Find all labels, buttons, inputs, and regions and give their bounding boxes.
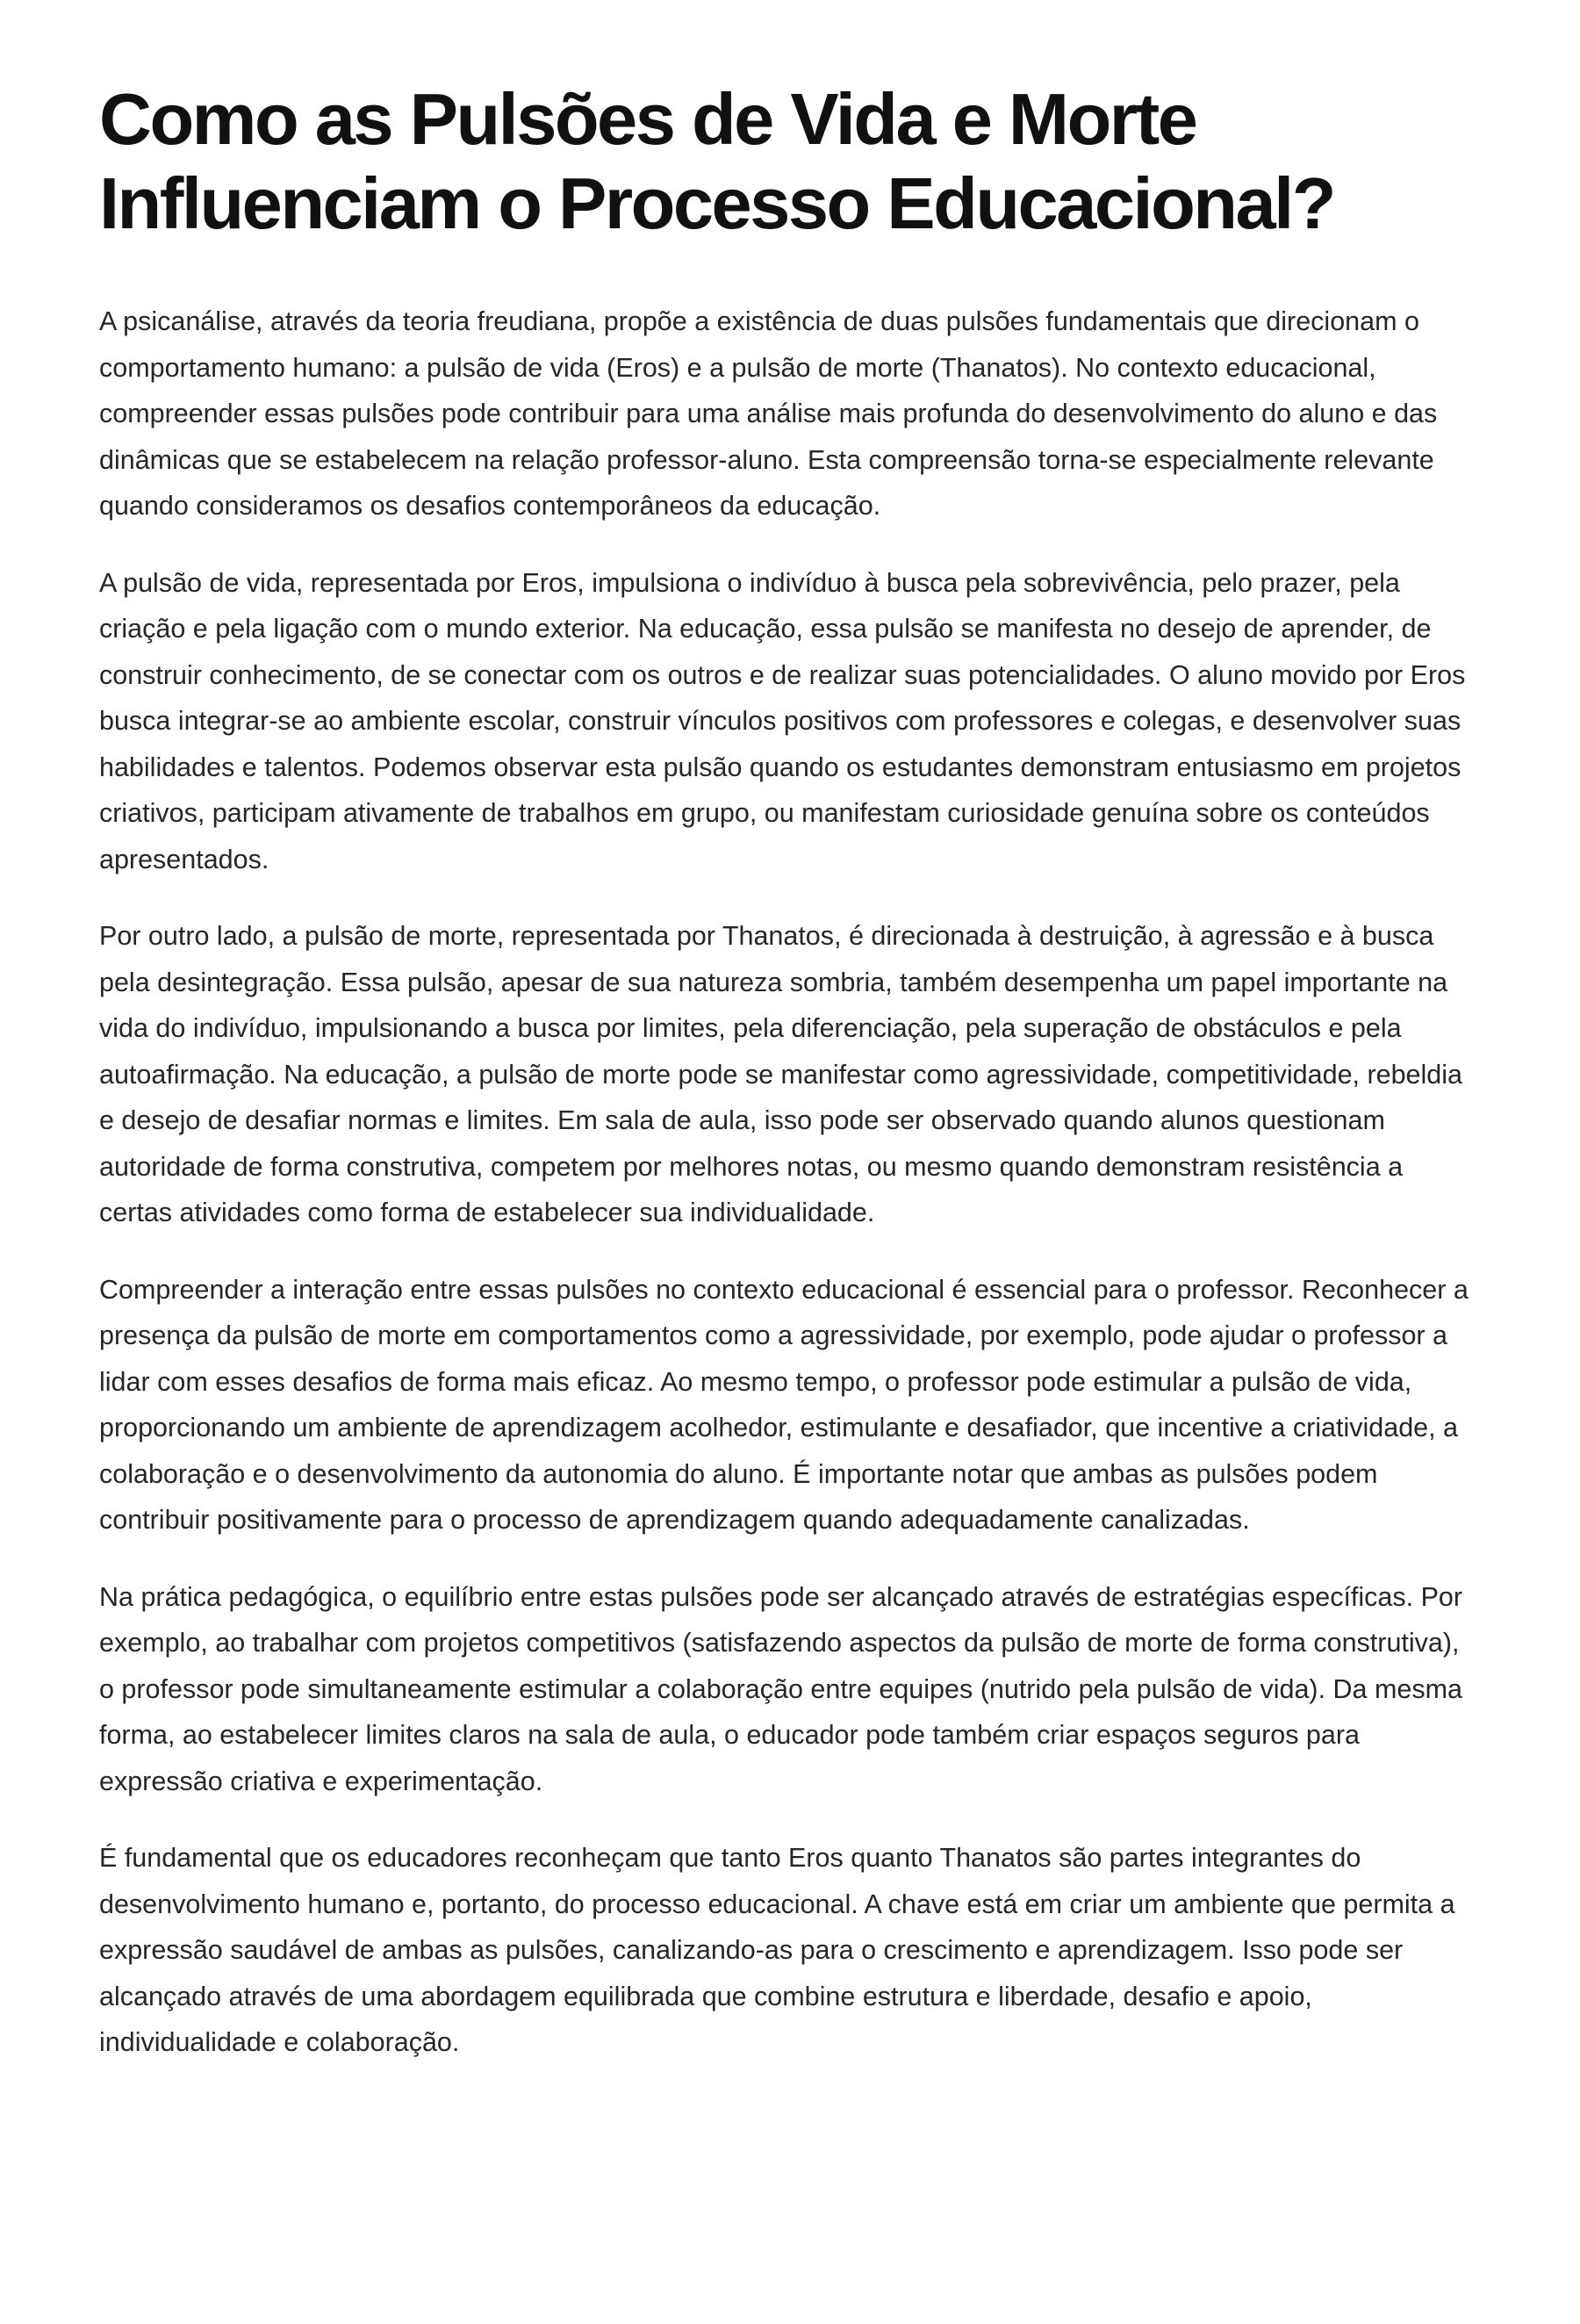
- article-body: [99, 299, 1469, 2066]
- page-title: Como as Pulsões de Vida e Morte Influenciam o Processo Educacional?: [99, 78, 1334, 244]
- document-page: [99, 77, 1469, 2066]
- paragraph-2: A pulsão de vida, representada por Eros, impulsiona o indivíduo à busca pela sobrevivência, pelo prazer, pela criação e pela ligação com o mundo exterior. Na educação, essa pulsão se manifesta no desejo de aprender, de construir conhecimento, de se conectar com os outros e de realizar suas potencialidades. O aluno movido por Eros busca integrar-se ao ambiente escolar, construir vínculos positivos com professores e colegas, e desenvolver suas habilidades e talentos. Podemos observar esta pulsão quando os estudantes demonstram entusiasmo em projetos criativos, participam ativamente de trabalhos em grupo, ou manifestam curiosidade genuína sobre os conteúdos apresentados.: [99, 567, 1466, 874]
- paragraph-3: Por outro lado, a pulsão de morte, representada por Thanatos, é direcionada à destruição, à agressão e à busca pela desintegração. Essa pulsão, apesar de sua natureza sombria, também desempenha um papel importante na vida do indivíduo, impulsionando a busca por limites, pela diferenciação, pela superação de obstáculos e pela autoafirmação. Na educação, a pulsão de morte pode se manifestar como agressividade, competitividade, rebeldia e desejo de desafiar normas e limites. Em sala de aula, isso pode ser observado quando alunos questionam autoridade de forma construtiva, competem por melhores notas, ou mesmo quando demonstram resistência a certas atividades como forma de estabelecer sua individualidade.: [99, 921, 1462, 1227]
- paragraph-5: Na prática pedagógica, o equilíbrio entre estas pulsões pode ser alcançado através de estratégias específicas. Por exemplo, ao trabalhar com projetos competitivos (satisfazendo aspectos da pulsão de morte de forma construtiva), o professor pode simultaneamente estimular a colaboração entre equipes (nutrido pela pulsão de vida). Da mesma forma, ao estabelecer limites claros na sala de aula, o educador pode também criar espaços seguros para expressão criativa e experimentação.: [99, 1581, 1463, 1796]
- paragraph-6: É fundamental que os educadores reconheçam que tanto Eros quanto Thanatos são partes integrantes do desenvolvimento humano e, portanto, do processo educacional. A chave está em criar um ambiente que permita a expressão saudável de ambas as pulsões, canalizando-as para o crescimento e aprendizagem. Isso pode ser alcançado através de uma abordagem equilibrada que combine estrutura e liberdade, desafio e apoio, individualidade e colaboração.: [99, 1843, 1455, 2057]
- paragraph-4: Compreender a interação entre essas pulsões no contexto educacional é essencial para o professor. Reconhecer a presença da pulsão de morte em comportamentos como a agressividade, por exemplo, pode ajudar o professor a lidar com esses desafios de forma mais eficaz. Ao mesmo tempo, o professor pode estimular a pulsão de vida, proporcionando um ambiente de aprendizagem acolhedor, estimulante e desafiador, que incentive a criatividade, a colaboração e o desenvolvimento da autonomia do aluno. É importante notar que ambas as pulsões podem contribuir positivamente para o processo de aprendizagem quando adequadamente canalizadas.: [99, 1274, 1469, 1535]
- paragraph-1: A psicanálise, através da teoria freudiana, propõe a existência de duas pulsões fundamentais que direcionam o comportamento humano: a pulsão de vida (Eros) e a pulsão de morte (Thanatos). No contexto educacional, compreender essas pulsões pode contribuir para uma análise mais profunda do desenvolvimento do aluno e das dinâmicas que se estabelecem na relação professor-aluno. Esta compreensão torna-se especialmente relevante quando consideramos os desafios contemporâneos da educação.: [99, 306, 1438, 521]
